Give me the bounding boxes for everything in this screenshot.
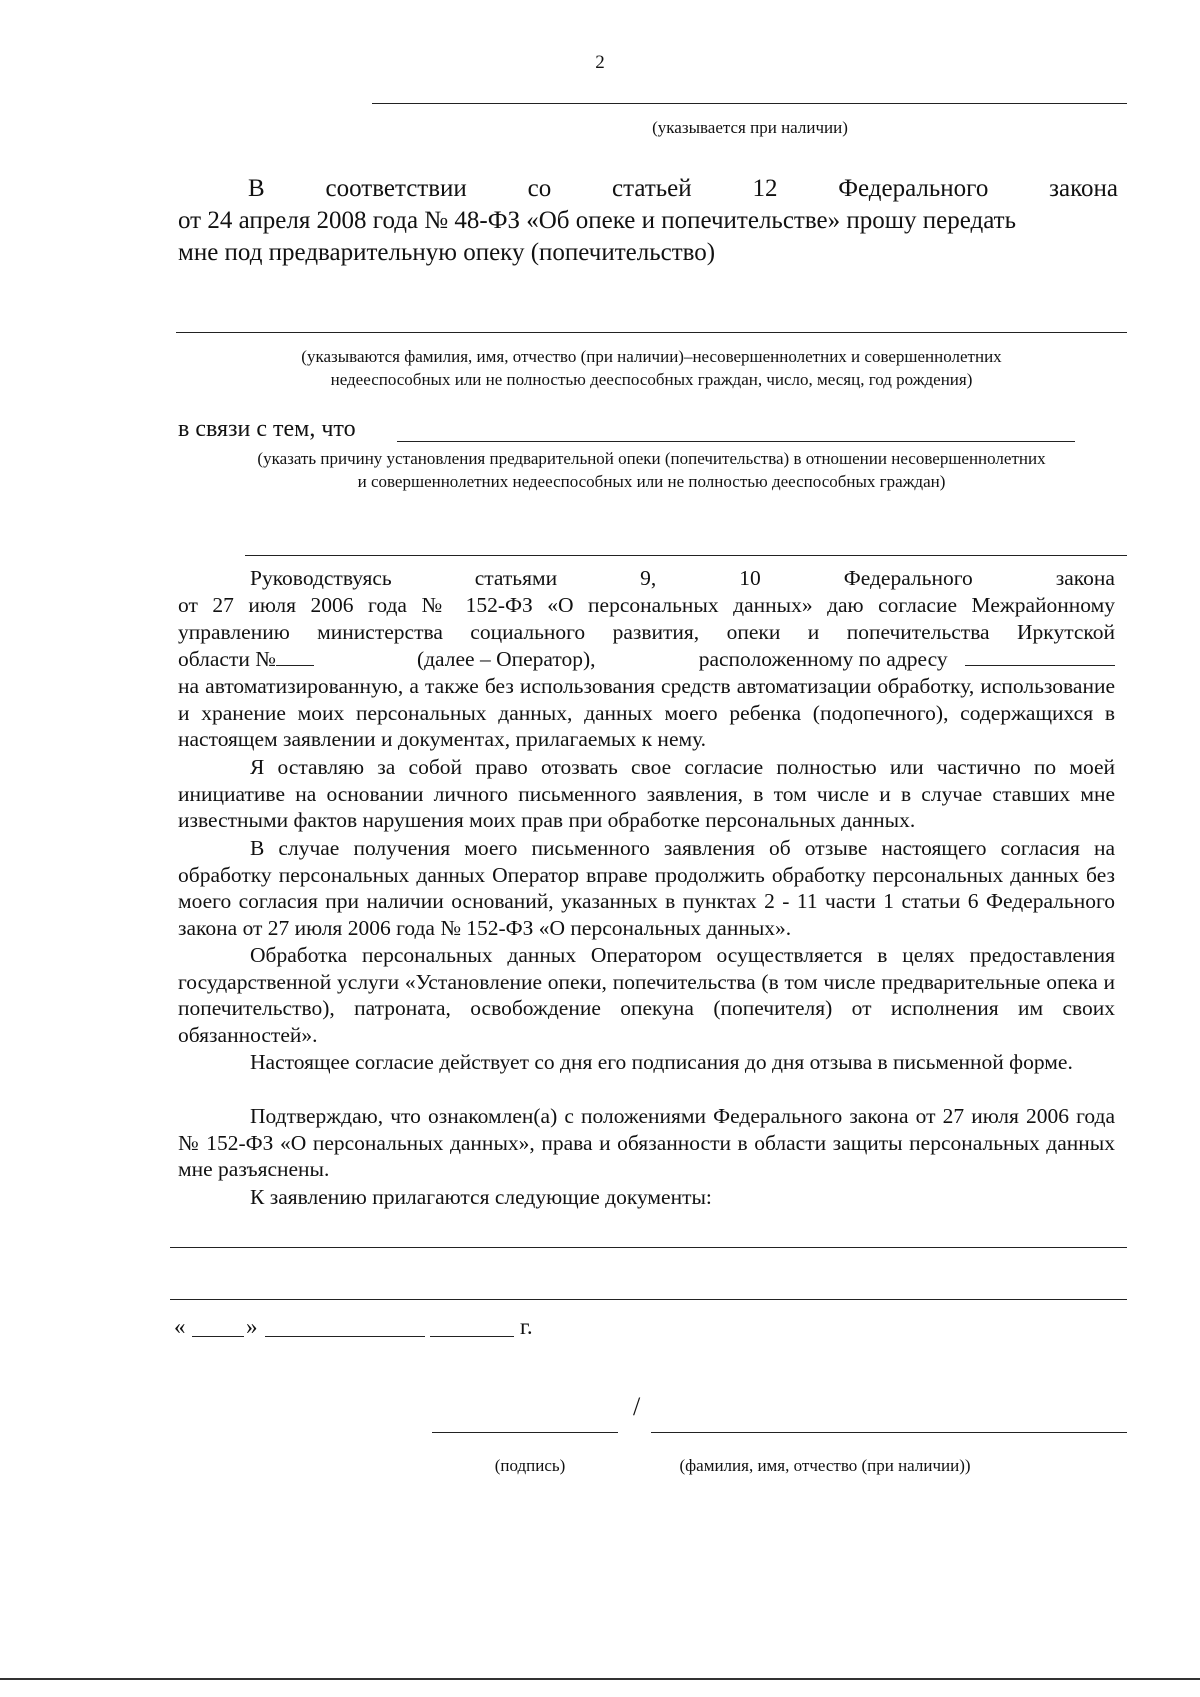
acknowledgement-paragraph: Подтверждаю, что ознакомлен(а) с положениями Федерального закона от 27 июля 2006 года № 152-ФЗ «О персональных данных», права и обязанности в области защиты персональных данных мне разъяснены. [178, 1104, 1115, 1181]
date-close-quote: » [246, 1314, 258, 1339]
reason-label: в связи с тем, что [178, 416, 356, 442]
address-group [699, 646, 1115, 673]
request-word: 12 [752, 175, 778, 202]
persons-note-line-1: (указываются фамилия, имя, отчество (при наличии)–несовершеннолетних и совершеннолетних [301, 347, 1002, 366]
revoke-paragraph: Я оставляю за собой право отозвать свое согласие полностью или частично по моей инициативе на основании личного письменного заявления, в том числе и в случае ставших мне известными фактов нарушения моих прав при обработке персональных данных. [178, 755, 1115, 832]
page-bottom-border [0, 1678, 1200, 1680]
consent-word: 10 [739, 566, 761, 590]
persons-note-line-2: недееспособных или не полностью дееспособных граждан, число, месяц, год рождения) [330, 370, 973, 389]
request-word: соответствии [325, 175, 467, 202]
extra-field-line[interactable] [245, 555, 1127, 556]
operator-number-label: области № [178, 647, 276, 671]
attachments-heading: К заявлению прилагаются следующие документы: [250, 1185, 712, 1209]
fullname-field[interactable] [651, 1432, 1127, 1433]
consent-line-2: от 27 июля 2006 года № 152-ФЗ «О персональных данных» даю согласие Межрайонному [178, 593, 1115, 617]
signature-field[interactable] [432, 1432, 618, 1433]
attachment-line-1[interactable] [170, 1247, 1127, 1248]
consent-word: Руководствуясь [250, 566, 392, 590]
date-year-field[interactable] [430, 1336, 514, 1337]
date-month-field[interactable] [265, 1336, 425, 1337]
validity-paragraph: Настоящее согласие действует со дня его подписания до дня отзыва в письменной форме. [250, 1050, 1073, 1074]
request-word: со [527, 175, 552, 202]
consent-rest: на автоматизированную, а также без использования средств автоматизации обработку, использование и хранение моих персональных данных, данных моего ребенка (подопечного), содержащихся в настоящем заявлении и документах, прилагаемых к нему. [178, 674, 1115, 751]
consent-word: 9, [640, 566, 657, 590]
request-line-2: от 24 апреля 2008 года № 48-ФЗ «Об опеке и попечительстве» прошу передать [178, 207, 1016, 234]
signature-label: (подпись) [494, 1456, 566, 1475]
request-word: Федерального [838, 175, 989, 202]
page-number: 2 [595, 52, 605, 73]
date-open-quote: « [174, 1314, 186, 1339]
attachment-line-2[interactable] [170, 1299, 1127, 1300]
reason-note-line-2: и совершеннолетних недееспособных или не полностью дееспособных граждан) [357, 472, 946, 491]
request-word: статьей [612, 175, 692, 202]
address-field[interactable] [965, 647, 1115, 666]
consent-line-4 [178, 646, 1115, 673]
reason-field-line[interactable] [397, 441, 1075, 442]
consent-line-3: управлению министерства социального развития, опеки и попечительства Иркутской [178, 620, 1115, 644]
consent-line-1 [250, 565, 1115, 592]
operator-number-group [178, 646, 314, 673]
consent-word: закона [1055, 566, 1115, 590]
revocation-processing-paragraph: В случае получения моего письменного заявления об отзыве настоящего согласия на обработку персональных данных Оператор вправе продолжить обработку персональных данных без моего согласия при наличии оснований, указанных в пунктах 2 - 11 части 1 статьи 6 Федерального закона от 27 июля 2006 года № 152-ФЗ «О персональных данных». [178, 836, 1115, 940]
processing-purpose-paragraph: Обработка персональных данных Оператором осуществляется в целях предоставления государственной услуги «Установление опеки, попечительства (в том числе предварительные опека и попечительство), патроната, освобождение опекуна (попечителя) от исполнения им своих обязанностей». [178, 943, 1115, 1047]
signature-slash: / [633, 1392, 641, 1421]
request-line-3: мне под предварительную опеку (попечительство) [178, 239, 716, 266]
request-word: закона [1049, 175, 1118, 202]
fullname-label: (фамилия, имя, отчество (при наличии)) [679, 1456, 971, 1475]
date-day-field[interactable] [192, 1336, 244, 1337]
persons-field-line[interactable] [176, 332, 1127, 333]
operator-number-field[interactable] [276, 647, 314, 666]
operator-label: (далее – Оператор), [416, 647, 596, 671]
request-line-1 [248, 174, 1118, 204]
reason-note [176, 447, 1127, 493]
presence-field-line[interactable] [372, 103, 1127, 104]
address-label: расположенному по адресу [698, 647, 948, 671]
request-word: В [248, 175, 265, 202]
date-year-suffix: г. [520, 1314, 533, 1339]
consent-word: статьями [474, 566, 558, 590]
consent-word: Федерального [843, 566, 973, 590]
reason-note-line-1: (указать причину установления предварительной опеки (попечительства) в отношении несовершеннолетних [257, 449, 1046, 468]
presence-note: (указывается при наличии) [652, 118, 848, 137]
persons-note [176, 345, 1127, 391]
